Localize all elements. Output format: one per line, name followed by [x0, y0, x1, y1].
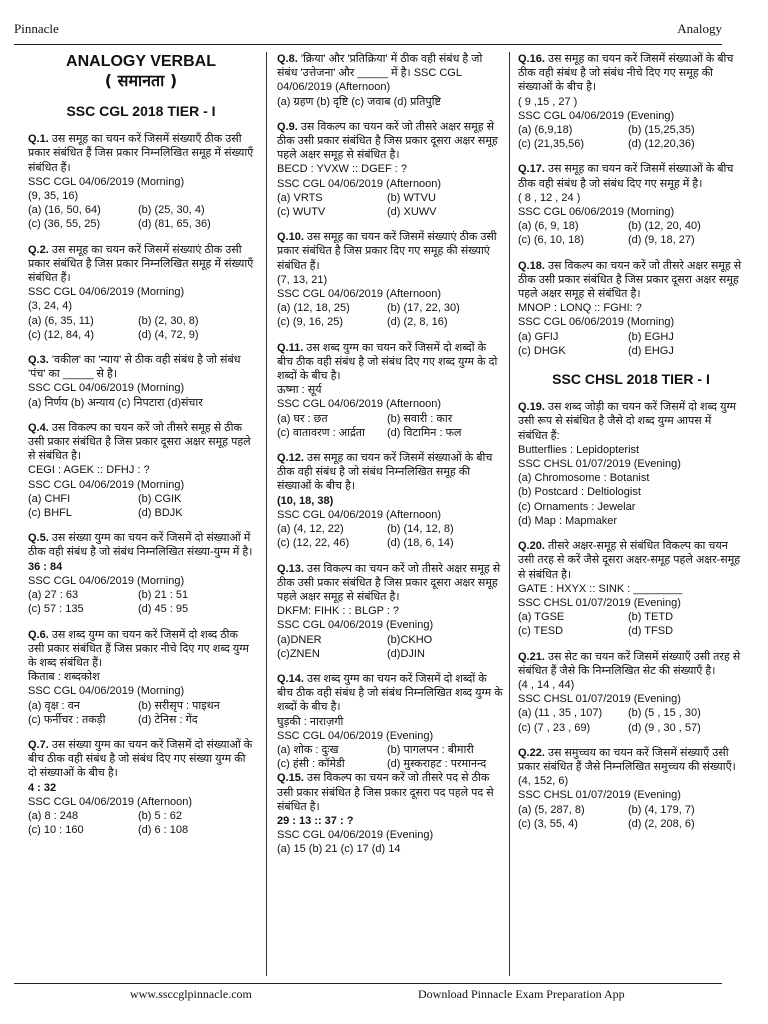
option-b: (b) (17, 22, 30)	[387, 302, 460, 315]
question-given: घुड़की : नाराज़गी	[277, 715, 344, 728]
option-a: (a) घर : छत	[277, 412, 328, 425]
option-a: (a) 8 : 248	[28, 809, 79, 822]
option-d: (d) Map : Mapmaker	[518, 514, 618, 527]
option-a: (a) (16, 50, 64)	[28, 204, 101, 217]
option-c: (c)ZNEN	[277, 647, 320, 660]
question-source: SSC CHSL 01/07/2019 (Evening)	[518, 458, 681, 471]
option-a: (a)DNER	[277, 633, 322, 646]
column-divider-2	[509, 52, 510, 976]
question-text: 'क्रिया' और 'प्रतिक्रिया' में ठीक वही संबंध है जो संबंध 'उत्तेजना' और _____ में है। SSC CGL 04/06/2019 (Afternoon)	[277, 53, 483, 94]
question-20	[518, 539, 744, 638]
question-text: उस संख्या युग्म का चयन करें जिसमें दो संख्याओं के बीच ठीक वही संबंध है जो संबंध दिए गए संख्या युग्म की दो संख्याओं के बीच है।	[28, 738, 253, 780]
question-text: उस शब्द युग्म का चयन करें जिसमें दो शब्दों के बीच ठीक वही संबंध है जो संबंध दिए गए शब्द युग्म के दो शब्दों के बीच है।	[277, 341, 498, 383]
option-a: (a) शोक : दुःख	[277, 743, 339, 756]
question-3	[28, 353, 254, 410]
question-22	[518, 746, 744, 831]
question-text: उस विकल्प का चयन करें जो तीसरे अक्षर समूह से ठीक उसी प्रकार संबंधित है जिस प्रकार दूसरा अक्षर समूह पहले अक्षर समूह से संबंधित है।	[277, 562, 501, 603]
header-topic: Analogy	[677, 21, 722, 36]
page-title: ANALOGY VERBAL	[66, 53, 216, 70]
question-1	[28, 132, 254, 231]
question-5	[28, 531, 254, 616]
option-a: (a) वृक्ष : वन	[28, 699, 80, 712]
option-c: (c) 57 : 135	[28, 603, 84, 616]
option-a: (a) (12, 18, 25)	[277, 302, 350, 315]
option-d: (d) टेनिस : गेंद	[138, 713, 198, 726]
question-number: Q.19.	[518, 401, 545, 414]
question-text: उस सेट का चयन करें जिसमें संख्याएँ उसी तरह से संबंधित हैं जैसे कि निम्नलिखित सेट की संख्याएँ है।	[518, 650, 741, 677]
question-8	[277, 52, 503, 109]
question-given: (10, 18, 38)	[277, 494, 334, 507]
option-d: (d) (18, 6, 14)	[387, 537, 454, 550]
option-b: (b) 21 : 51	[138, 589, 189, 602]
option-c: (c) 10 : 160	[28, 824, 84, 837]
question-number: Q.6.	[28, 628, 49, 641]
page-subtitle: ( समानता )	[104, 71, 178, 90]
question-source: SSC CGL 04/06/2019 (Morning)	[28, 478, 185, 491]
question-source: SSC CGL 06/06/2019 (Morning)	[518, 316, 675, 329]
question-source: SSC CGL 04/06/2019 (Afternoon)	[277, 398, 442, 411]
question-text: उस विकल्प का चयन करें जो तीसरे अक्षर समूह से ठीक उसी प्रकार संबंधित है जिस प्रकार दूसरा अक्षर समूह पहले अक्षर समूह से संबंधित है।	[277, 120, 498, 162]
option-d: (d) (2, 8, 16)	[387, 316, 448, 329]
option-b: (b) (4, 179, 7)	[628, 803, 695, 816]
question-given: (4, 152, 6)	[518, 775, 569, 788]
question-text: उस विकल्प का चयन करें जो तीसरे समूह से ठीक उसी प्रकार संबंधित है जिस प्रकार दूसरा अक्षर समूह पहले से संबंधित है।	[28, 421, 251, 463]
option-a: (a) (6, 9, 18)	[518, 220, 579, 233]
option-b: (b) EGHJ	[628, 330, 674, 343]
column-3	[518, 52, 744, 842]
question-text: उस समूह का चयन करें जिसमें संख्याएँ ठीक उसी प्रकार संबंधित हैं जिस प्रकार निम्नलिखित समूह में संख्याएँ संबंधित हैं।	[28, 133, 254, 174]
option-c: (c) (9, 16, 25)	[277, 316, 344, 329]
option-d: (d) (9, 18, 27)	[628, 234, 695, 247]
option-b: (b) WTVU	[387, 191, 436, 204]
question-text: उस शब्द युग्म का चयन करें जिसमें दो शब्द ठीक उसी प्रकार संबंधित हैं जिस प्रकार नीचे दिए गए शब्द युग्म के शब्द संबंधित हैं।	[28, 628, 249, 669]
question-source: SSC CHSL 01/07/2019 (Evening)	[518, 789, 681, 802]
option-a: (a) (6, 35, 11)	[28, 314, 94, 327]
question-text: उस समूह का चयन करें जिसमें संख्याओं के बीच ठीक वही संबंध है जो संबंध नीचे दिए गए समूह की संख्याओं के बीच है।	[518, 53, 734, 94]
question-16	[518, 52, 744, 151]
option-b: (b) (15,25,35)	[628, 124, 695, 137]
option-c: (c) Ornaments : Jewelar	[518, 500, 636, 513]
option-b: (b) (5 , 15 , 30)	[628, 707, 701, 720]
question-options: (a) ग्रहण (b) दृष्टि (c) जवाब (d) प्रतिपुष्टि	[277, 95, 441, 108]
question-10	[277, 230, 503, 329]
option-b: (b) सरीसृप : पाइथन	[138, 699, 220, 712]
question-source: SSC CGL 04/06/2019 (Afternoon)	[277, 508, 442, 521]
option-c: (c) वातावरण : आर्द्रता	[277, 426, 365, 439]
question-given: ( 8 , 12 , 24 )	[518, 191, 581, 204]
question-18	[518, 259, 744, 358]
option-c: (c) फर्नीचर : तकड़ी	[28, 713, 106, 726]
column-1	[28, 52, 254, 848]
option-d: (d) TFSD	[628, 625, 674, 638]
column-divider-1	[266, 52, 267, 976]
question-given: 36 : 84	[28, 560, 63, 573]
question-source: SSC CGL 04/06/2019 (Morning)	[28, 382, 185, 395]
question-text: उस समूह का चयन करें जिसमें संख्याएं ठीक उसी प्रकार संबंधित है जिस प्रकार दिए गए समूह की संख्याएं संबंधित हैं।	[277, 231, 497, 272]
option-c: (c) (3, 55, 4)	[518, 817, 578, 830]
question-text: उस संख्या युग्म का चयन करें जिसमें दो संख्याओं में ठीक वही संबंध है जो संबंध निम्नलिखित संख्या-युग्म में है।	[28, 532, 253, 559]
question-number: Q.4.	[28, 421, 49, 434]
question-13	[277, 562, 503, 661]
option-b: (b) (12, 20, 40)	[628, 220, 701, 233]
question-text: उस शब्द युग्म का चयन करें जिसमें दो शब्दों के बीच ठीक वही संबंध है जो संबंध निम्नलिखित शब्द युग्म के शब्दों के बीच है।	[277, 672, 503, 714]
option-b: (b) पागलपन : बीमारी	[387, 743, 474, 756]
question-number: Q.13.	[277, 562, 304, 575]
question-text: उस समुच्चय का चयन करें जिसमें संख्याएँ उसी प्रकार संबंधित हैं जैसे निम्नलिखित समुच्चय की संख्याएँ।	[518, 746, 736, 773]
question-source: SSC CGL 04/06/2019 (Evening)	[277, 619, 434, 632]
option-a: (a) (5, 287, 8)	[518, 803, 585, 816]
question-source: SSC CHSL 01/07/2019 (Evening)	[518, 596, 681, 609]
option-c: (c) (7 , 23 , 69)	[518, 721, 591, 734]
question-text: उस विकल्प का चयन करें जो तीसरे अक्षर समूह से ठीक उसी प्रकार संबंधित है जिस प्रकार दूसरा अक्षर समूह पहले अक्षर समूह से संबंधित है।	[518, 259, 742, 301]
option-b: (b) CGIK	[138, 492, 182, 505]
question-source: SSC CGL 04/06/2019 (Morning)	[28, 175, 185, 188]
question-source: SSC CGL 04/06/2019 (Morning)	[28, 286, 185, 299]
question-source: SSC CGL 04/06/2019 (Morning)	[28, 574, 185, 587]
question-19	[518, 400, 744, 528]
option-c: (c) (21,35,56)	[518, 138, 585, 151]
header-rule	[14, 44, 722, 45]
question-number: Q.8.	[277, 53, 298, 65]
header-brand: Pinnacle	[14, 21, 59, 36]
option-d: (d) 6 : 108	[138, 824, 189, 837]
question-text: उस शब्द जोड़ी का चयन करें जिसमें दो शब्द युग्म उसी रूप से संबंधित है जैसे दो शब्द युग्म आपस में संबंधित हैं:	[518, 401, 737, 442]
question-source: SSC CGL 06/06/2019 (Morning)	[518, 206, 675, 219]
option-a: (a) CHFI	[28, 492, 71, 505]
question-15	[277, 771, 503, 856]
question-text: उस समूह का चयन करें जिसमें संख्याओं के बीच ठीक वही संबंध है जो संबंध निम्नलिखित समूह की संख्याओं के बीच है।	[277, 452, 493, 493]
question-text: उस विकल्प का चयन करें जो तीसरे पद से ठीक उसी प्रकार संबंधित है जिस प्रकार दूसरा पद पहले पद से संबंधित है।	[277, 772, 494, 813]
question-number: Q.1.	[28, 133, 49, 146]
option-a: (a) TGSE	[518, 611, 565, 624]
question-given: (7, 13, 21)	[277, 273, 328, 286]
question-11	[277, 341, 503, 440]
question-source: SSC CGL 04/06/2019 (Morning)	[28, 685, 185, 698]
option-d: (d) EHGJ	[628, 344, 674, 357]
question-7	[28, 738, 254, 837]
option-d: (d) (9 , 30 , 57)	[628, 721, 701, 734]
option-c: (c) WUTV	[277, 206, 326, 219]
question-number: Q.2.	[28, 243, 49, 256]
question-number: Q.14.	[277, 672, 304, 685]
column-2	[277, 52, 503, 868]
option-a: (a) GFIJ	[518, 330, 559, 343]
question-text: तीसरे अक्षर-समूह से संबंधित विकल्प का चयन उसी तरह से करें जैसे दूसरा अक्षर-समूह पहले अक्षर-समूह से संबंधित है।	[518, 540, 741, 581]
question-number: Q.15.	[277, 772, 304, 785]
question-number: Q.17.	[518, 163, 545, 176]
option-c: (c) (12, 84, 4)	[28, 328, 95, 341]
question-text: उस समूह का चयन करें जिसमें संख्याएं ठीक उसी प्रकार संबंधित है जिस प्रकार निम्नलिखित समूह में संख्याएँ संबंधित हैं।	[28, 243, 254, 285]
question-given: GATE : HXYX :: SINK : ________	[518, 582, 683, 595]
question-2	[28, 243, 254, 342]
footer-rule	[14, 983, 722, 984]
question-given: CEGI : AGEK :: DFHJ : ?	[28, 464, 150, 477]
question-source: SSC CGL 04/06/2019 (Evening)	[277, 829, 434, 842]
option-b: (b) 5 : 62	[138, 809, 183, 822]
question-9	[277, 120, 503, 219]
option-b: (b) (2, 30, 8)	[138, 314, 199, 327]
option-d: (d) (2, 208, 6)	[628, 817, 695, 830]
question-17	[518, 162, 744, 247]
question-given: 4 : 32	[28, 781, 57, 794]
option-c: (c) BHFL	[28, 507, 72, 520]
option-c: (c) DHGK	[518, 344, 566, 357]
option-d: (d) BDJK	[138, 507, 183, 520]
question-number: Q.18.	[518, 259, 545, 272]
question-given: ( 9 ,15 , 27 )	[518, 95, 578, 108]
question-14	[277, 672, 503, 771]
option-b: (b)CKHO	[387, 633, 433, 646]
question-number: Q.21.	[518, 650, 545, 663]
question-source: SSC CGL 04/06/2019 (Afternoon)	[277, 288, 442, 301]
question-number: Q.10.	[277, 231, 304, 244]
option-c: (c) (12, 22, 46)	[277, 537, 350, 550]
question-number: Q.3.	[28, 354, 49, 367]
question-source: SSC CGL 04/06/2019 (Evening)	[518, 109, 675, 122]
question-4	[28, 421, 254, 520]
question-number: Q.7.	[28, 738, 49, 751]
option-d: (d) (81, 65, 36)	[138, 218, 211, 231]
footer-website: www.ssccglpinnacle.com	[130, 987, 252, 1001]
option-a: (a) (4, 12, 22)	[277, 523, 344, 536]
question-options: (a) निर्णय (b) अन्याय (c) निपटारा (d)संचार	[28, 396, 203, 409]
question-21	[518, 650, 744, 735]
question-source: SSC CGL 04/06/2019 (Afternoon)	[277, 177, 442, 190]
question-source: SSC CGL 04/06/2019 (Afternoon)	[28, 795, 193, 808]
option-c: (c) हंसी : कॉमेडी	[277, 758, 345, 771]
option-a: (a) (11 , 35 , 107)	[518, 707, 603, 720]
option-a: (a) (6,9,18)	[518, 124, 573, 137]
option-a: (a) VRTS	[277, 191, 323, 204]
option-c: (c) TESD	[518, 625, 564, 638]
question-source: SSC CGL 04/06/2019 (Evening)	[277, 729, 434, 742]
question-6	[28, 628, 254, 727]
question-number: Q.20.	[518, 540, 545, 553]
question-given: DKFM: FIHK : : BLGP : ?	[277, 605, 400, 618]
option-a: (a) Chromosome : Botanist	[518, 472, 650, 485]
section-heading-chsl: SSC CHSL 2018 TIER - I	[552, 371, 710, 388]
question-number: Q.16.	[518, 53, 545, 65]
question-number: Q.11.	[277, 341, 304, 354]
question-given: Butterflies : Lepidopterist	[518, 443, 640, 456]
question-number: Q.12.	[277, 452, 304, 465]
option-b: (b) TETD	[628, 611, 674, 624]
question-12	[277, 451, 503, 550]
option-d: (d)DJIN	[387, 647, 425, 660]
option-b: (b) Postcard : Deltiologist	[518, 486, 641, 499]
question-text: 'वकील' का 'न्याय' से ठीक वही संबंध है जो संबंध 'पंच' का _____ से है।	[28, 354, 241, 381]
question-source: SSC CHSL 01/07/2019 (Evening)	[518, 693, 681, 706]
option-b: (b) (14, 12, 8)	[387, 523, 454, 536]
option-c: (c) (36, 55, 25)	[28, 218, 101, 231]
option-d: (d) (12,20,36)	[628, 138, 695, 151]
question-text: उस समूह का चयन करें जिसमें संख्याओं के बीच ठीक वही संबंध है जो संबंध दिए गए समूह में है।	[518, 163, 734, 190]
question-given: MNOP : LONQ :: FGHI: ?	[518, 302, 642, 315]
option-b: (b) सवारी : कार	[387, 412, 453, 425]
question-given: (9, 35, 16)	[28, 190, 79, 203]
question-given: किताब : शब्दकोश	[28, 671, 100, 684]
question-given: 29 : 13 :: 37 : ?	[277, 814, 354, 827]
footer-app-promo: Download Pinnacle Exam Preparation App	[418, 987, 625, 1001]
question-options: (a) 15 (b) 21 (c) 17 (d) 14	[277, 843, 401, 856]
question-given: (4 , 14 , 44)	[518, 678, 575, 691]
option-d: (d) (4, 72, 9)	[138, 328, 199, 341]
option-d: (d) 45 : 95	[138, 603, 189, 616]
question-number: Q.22.	[518, 746, 545, 759]
question-given: BECD : YVXW :: DGEF : ?	[277, 163, 407, 176]
question-given: ऊष्मा : सूर्य	[277, 384, 322, 397]
option-d: (d) मुस्कराहट : परमानन्द	[387, 758, 487, 771]
section-heading-cgl: SSC CGL 2018 TIER - I	[66, 103, 216, 119]
option-d: (d) विटामिन : फल	[387, 426, 462, 439]
question-given: (3, 24, 4)	[28, 300, 73, 313]
option-c: (c) (6, 10, 18)	[518, 234, 585, 247]
question-number: Q.9.	[277, 120, 298, 133]
question-number: Q.5.	[28, 532, 49, 545]
option-d: (d) XUWV	[387, 206, 437, 219]
option-a: (a) 27 : 63	[28, 589, 79, 602]
option-b: (b) (25, 30, 4)	[138, 204, 205, 217]
